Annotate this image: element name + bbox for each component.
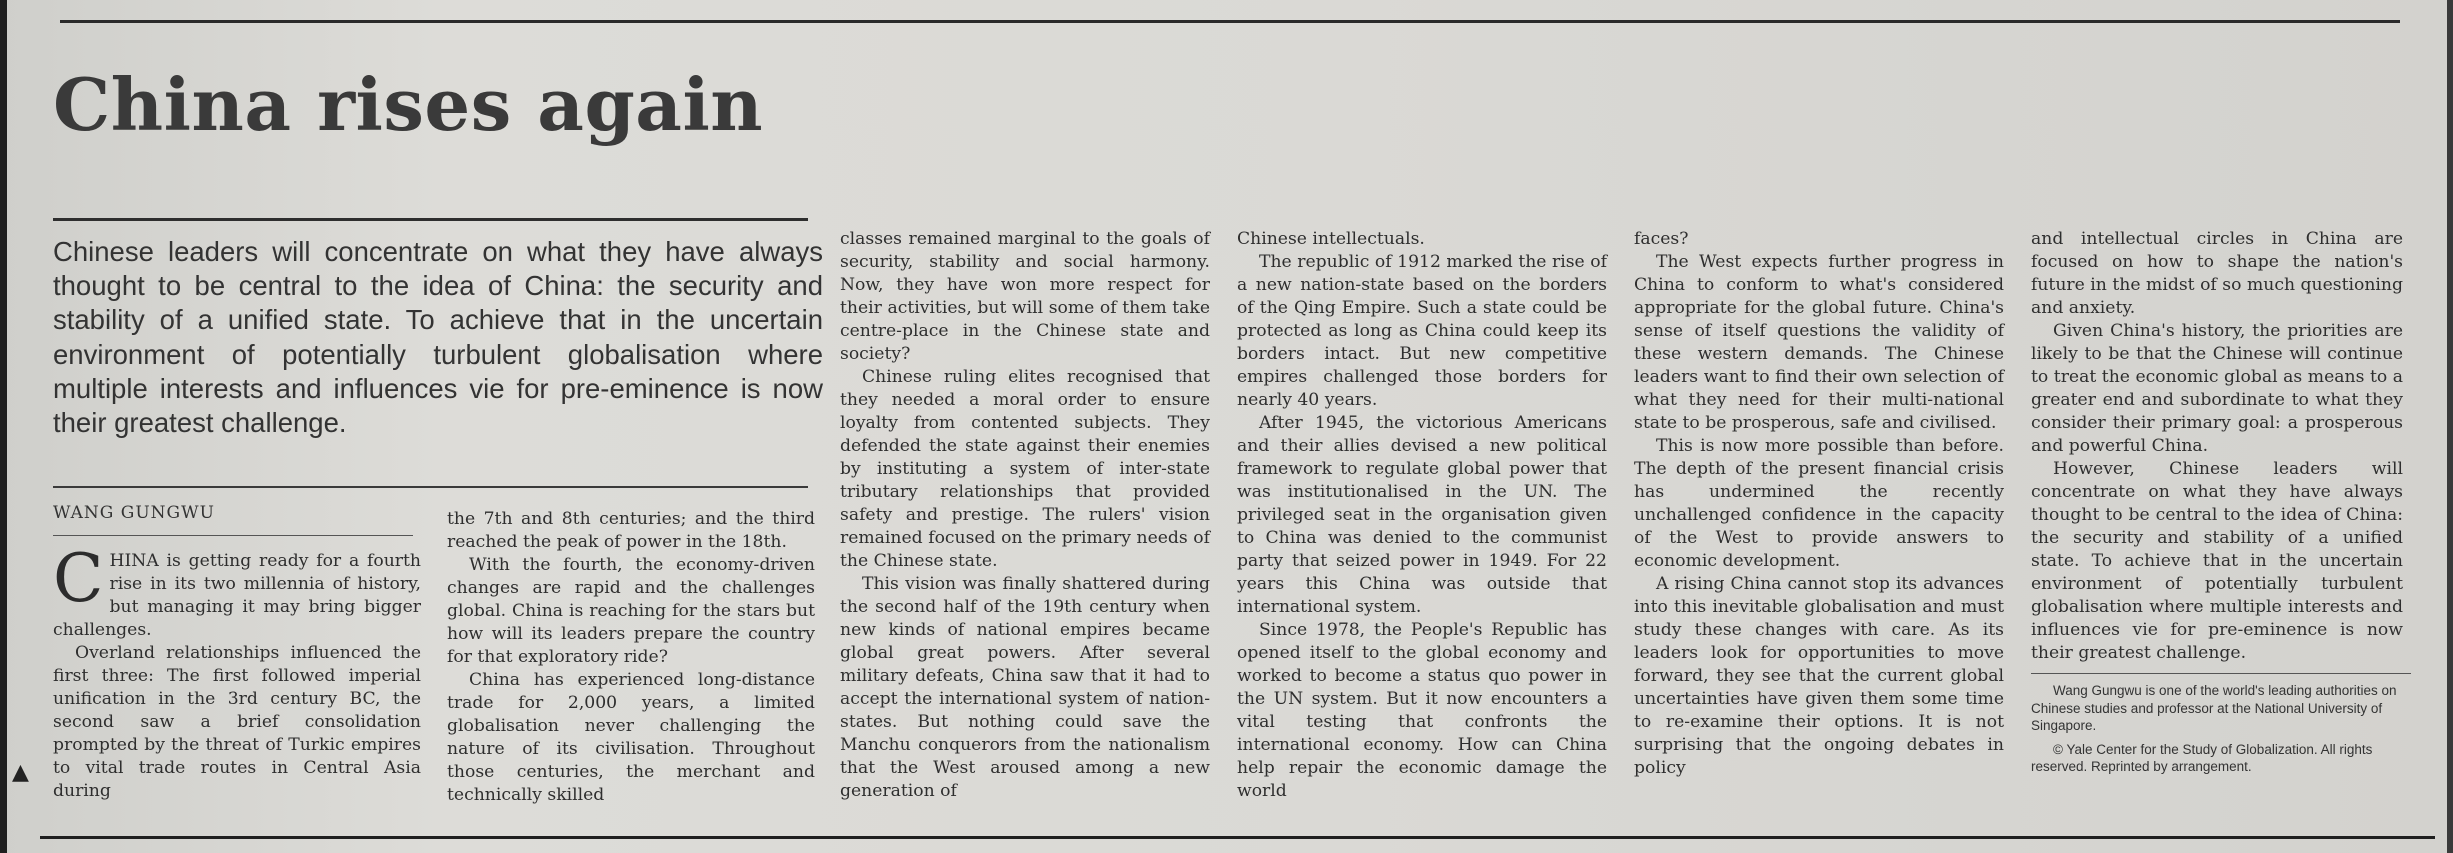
intro-bottom-rule (53, 486, 808, 488)
author-note: Wang Gungwu is one of the world's leading authorities on Chinese studies and professor at the National University of Singapore. (2031, 683, 2397, 733)
opening-paragraph (53, 540, 421, 642)
paragraph-continued: faces? (1634, 229, 1689, 249)
page-right-edge (2447, 0, 2453, 853)
paragraph-continued: Chinese intellectuals. (1237, 229, 1425, 249)
paragraph: With the fourth, the economy-driven changes are rapid and the challenges global. China is reaching for the stars but how will its leaders prepare the country for that exploratory ride? (447, 555, 815, 667)
opening-paragraph-text: HINA is getting ready for a fourth rise in its two millennia of history, but managing it may bring bigger challenges. (53, 551, 421, 640)
page-left-edge (0, 0, 7, 853)
article-column-1 (53, 540, 421, 803)
paragraph: This is now more possible than before. The depth of the present financial crisis has undermined the recently unchallenged confidence in the capacity of the West to provide answers to economic development. (1634, 436, 2004, 571)
paragraph: This vision was finally shattered during the second half of the 19th century when new kinds of national empires became global great powers. After several military defeats, China saw that it had to accept the international system of nation-states. But nothing could save the Manchu conquerors from the nationalism that the West aroused among a new generation of (840, 574, 1210, 801)
arrow-marker-icon: ▲ (12, 760, 29, 785)
paragraph-continued: classes remained marginal to the goals of security, stability and social harmony. Now, they have won more respect for their activities, but will some of them take centre-place in the Chinese state and society? (840, 229, 1210, 364)
paragraph: China has experienced long-distance trade for 2,000 years, a limited globalisation never challenging the nature of its civilisation. Throughout those centuries, the merchant and technically skilled (447, 670, 815, 805)
article-column-6 (2031, 228, 2403, 776)
paragraph-continued: and intellectual circles in China are focused on how to shape the nation's future in the midst of so much questioning and anxiety. (2031, 229, 2403, 318)
paragraph: After 1945, the victorious Americans and their allies devised a new political framework to regulate global power that was institutionalised in the UN. The privileged seat in the organisation given to China was denied to the communist party that seized power in 1949. For 22 years this China was outside that international system. (1237, 413, 1607, 617)
paragraph: The West expects further progress in China to conform to what's considered appropriate for the global future. China's sense of itself questions the validity of these western demands. The Chinese leaders want to find their own selection of what they need for their multi-national state to be prosperous, safe and civilised. (1634, 252, 2004, 433)
paragraph: The republic of 1912 marked the rise of a new nation-state based on the borders of the Qing Empire. Such a state could be protected as long as China could keep its borders intact. But new competitive empires challenged those borders for nearly 40 years. (1237, 252, 1607, 410)
article-column-4 (1237, 228, 1607, 803)
article-column-3 (840, 228, 1210, 803)
paragraph: Since 1978, the People's Republic has opened itself to the global economy and worked to become a status quo power in the UN system. But it now encounters a vital testing that confronts the international economy. How can China help repair the economic damage the world (1237, 620, 1607, 801)
article-intro: Chinese leaders will concentrate on what they have always thought to be central to the idea of China: the security and stability of a unified state. To achieve that in the uncertain environment of potentially turbulent globalisation where multiple interests and influences vie for pre-eminence is now their greatest challenge. (53, 236, 823, 439)
intro-top-rule (53, 218, 808, 221)
drop-cap: C (53, 540, 104, 617)
byline: WANG GUNGWU (53, 503, 215, 523)
paragraph-continued: the 7th and 8th centuries; and the third reached the peak of power in the 18th. (447, 509, 815, 552)
article-column-5 (1634, 228, 2004, 780)
article-column-2 (447, 508, 815, 807)
paragraph: Chinese ruling elites recognised that they needed a moral order to ensure loyalty from contented subjects. They defended the state against their enemies by instituting a system of inter-state tributary relationships that provided safety and prestige. The rulers' vision remained focused on the primary needs of the Chinese state. (840, 367, 1210, 571)
credit-rule (2031, 673, 2411, 674)
article-headline: China rises again (53, 62, 764, 147)
copyright-notice: © Yale Center for the Study of Globalization. All rights reserved. Reprinted by arrangement. (2031, 741, 2373, 774)
paragraph: However, Chinese leaders will concentrate on what they have always thought to be central to the idea of China: the security and stability of a unified state. To achieve that in the uncertain environment of potentially turbulent globalisation where multiple interests and influences vie for pre-eminence is now their greatest challenge. (2031, 459, 2403, 663)
paragraph: A rising China cannot stop its advances into this inevitable globalisation and must study these changes with care. As its leaders look for opportunities to move forward, they see that the current global uncertainties have given them some time to re-examine their options. It is not surprising that the ongoing debates in policy (1634, 574, 2004, 778)
top-rule (60, 20, 2400, 23)
paragraph: Given China's history, the priorities are likely to be that the Chinese will continue to treat the economic global as means to a greater end and subordinate to what they consider their primary goal: a prosperous and powerful China. (2031, 321, 2403, 456)
bottom-rule (40, 836, 2435, 839)
byline-rule (53, 535, 413, 536)
paragraph: Overland relationships influenced the first three: The first followed imperial unification in the 3rd century BC, the second saw a brief consolidation prompted by the threat of Turkic empires to vital trade routes in Central Asia during (53, 643, 421, 801)
